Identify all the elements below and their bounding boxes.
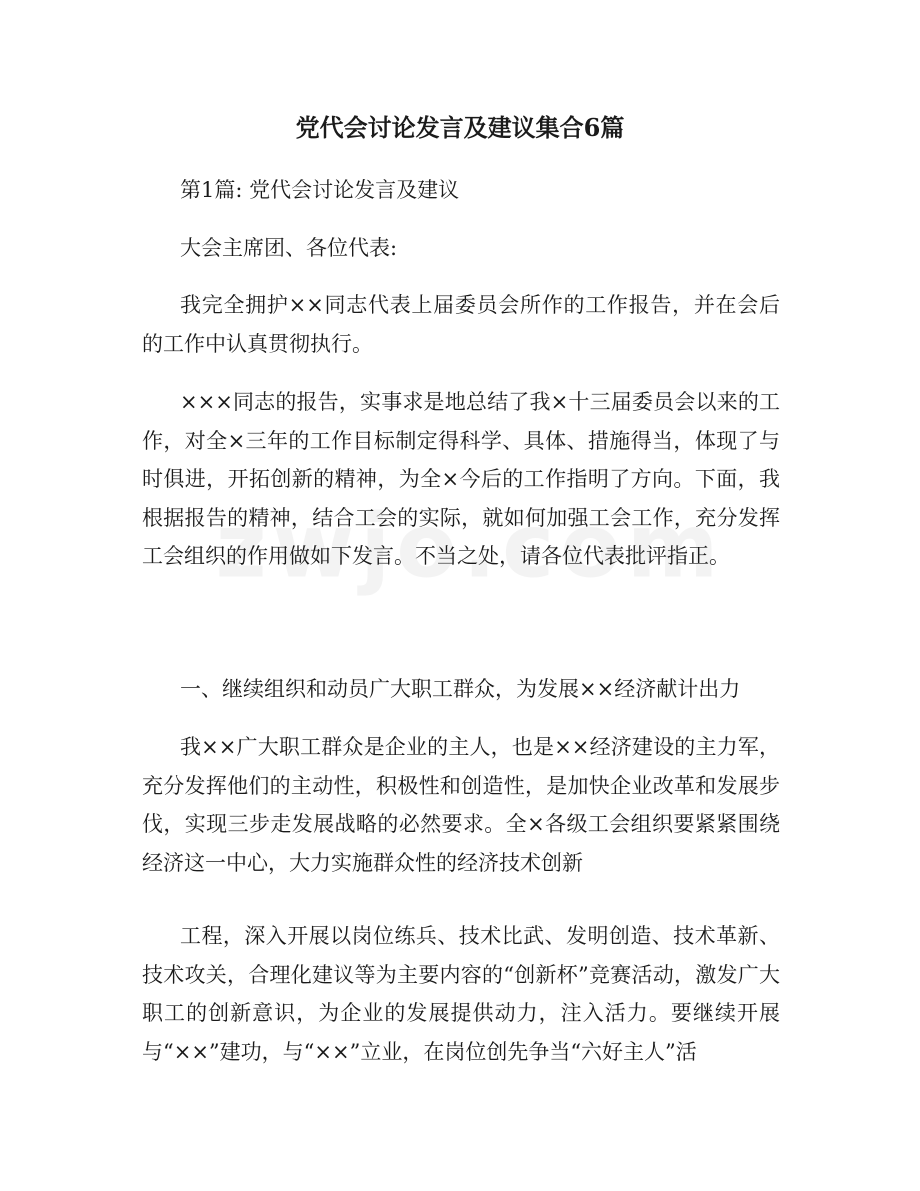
paragraph-section-heading: 第1篇: 党代会讨论发言及建议 — [180, 178, 460, 202]
paragraph-subheading-one: 一、继续组织和动员广大职工群众，为发展××经济献计出力 — [180, 677, 741, 701]
paragraph-endorsement: 我完全拥护××同志代表上届委员会所作的工作报告，并在会后的工作中认真贯彻执行。 — [142, 293, 780, 356]
paragraph-report-summary: ×××同志的报告，实事求是地总结了我×十三届委员会以来的工作，对全×三年的工作目标制定得科学、具体、措施得当，体现了与时俱进，开拓创新的精神，为全×今后的工作指明了方向。下面，我根据报告的精神，结合工会的实际，就如何加强工会工作，充分发挥工会组织的作用做如下发言。不当之处，请各位代表批评指正。 — [142, 390, 780, 568]
paragraph-workers-role: 我××广大职工群众是企业的主人，也是××经济建设的主力军，充分发挥他们的主动性，积极性和创造性，是加快企业改革和发展步伐，实现三步走发展战略的必然要求。全×各级工会组织要紧紧围绕经济这一中心，大力实施群众性的经济技术创新 — [142, 735, 780, 875]
paragraph-salutation: 大会主席团、各位代表: — [180, 236, 398, 260]
paragraph-innovation-project: 工程，深入开展以岗位练兵、技术比武、发明创造、技术革新、技术攻关，合理化建议等为主要内容的“创新杯”竞赛活动，激发广大职工的创新意识，为企业的发展提供动力，注入活力。要继续开展与“××”建功，与“××”立业，在岗位创先争当“六好主人”活 — [142, 924, 780, 1064]
document-title: 党代会讨论发言及建议集合6篇 — [295, 113, 625, 142]
